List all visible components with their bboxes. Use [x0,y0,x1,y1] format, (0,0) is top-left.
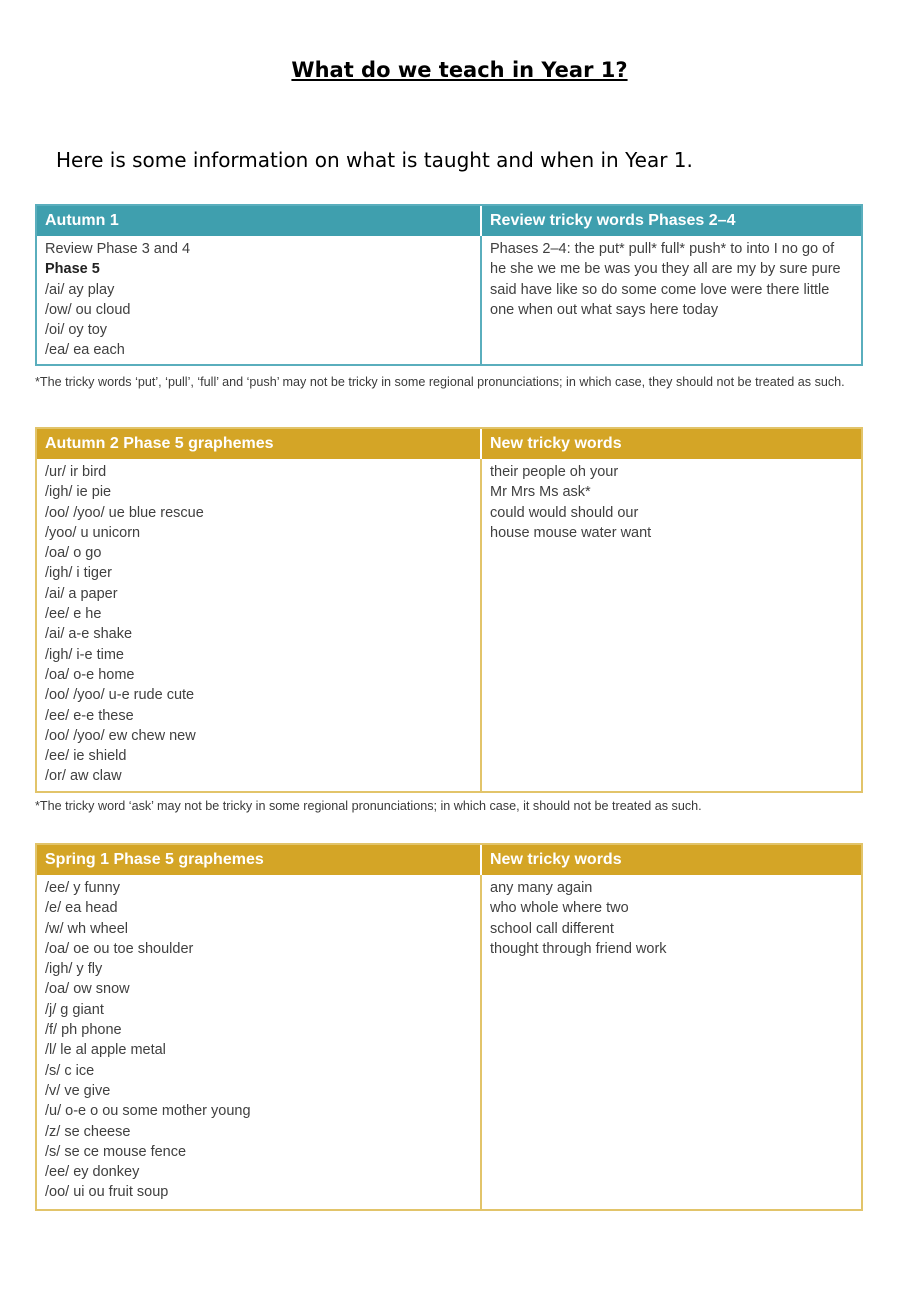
list-item: /igh/ i tiger [45,565,112,582]
header-autumn-2-graphemes: Autumn 2 Phase 5 graphemes [45,435,274,452]
page-title: What do we teach in Year 1? [291,58,628,82]
tricky-words-cell [480,236,861,364]
table-body-row [37,875,861,1209]
list-item: /u/ o-e o ou some mother young [45,1103,251,1120]
list-item: /oa/ o go [45,545,102,562]
list-item: /ee/ y funny [45,880,120,896]
list-item: /ow/ ou cloud [45,301,131,318]
list-item: /ee/ ey donkey [45,1164,140,1181]
list-item: /ai/ a-e shake [45,626,133,643]
list-item: their people oh your [490,464,619,480]
list-item: house mouse water want [490,524,652,541]
table-header-row [37,429,861,459]
list-item: /ai/ ay play [45,281,115,298]
list-item: /ee/ e-e these [45,707,134,724]
list-item: /or/ aw claw [45,768,122,785]
phase-5-label: Phase 5 [45,261,100,278]
tricky-words-cell [480,459,861,791]
table-header-row [37,845,861,875]
list-item: /oo/ /yoo/ ew chew new [45,727,196,744]
list-item: /e/ ea head [45,900,118,917]
list-item: thought through friend work [490,940,667,957]
list-item: /ur/ ir bird [45,464,107,480]
header-new-tricky-words: New tricky words [480,845,861,875]
list-item: /igh/ ie pie [45,484,112,501]
graphemes-cell [37,875,480,1209]
tricky-words-text: Phases 2–4: the put* pull* full* push* to into I no go of he she we me be was you they all are my by sure pure said have like so do some come love were there little one when out what says here today [490,241,841,318]
list-item: /v/ ve give [45,1082,111,1099]
list-item: /oo/ ui ou fruit soup [45,1184,169,1201]
list-item: Review Phase 3 and 4 [45,241,191,257]
list-item: school call different [490,920,614,937]
table-header-row [37,206,861,236]
table-autumn-2 [35,427,863,793]
list-item: /igh/ y fly [45,961,103,978]
header-spring-1-graphemes: Spring 1 Phase 5 graphemes [45,851,264,868]
list-item: /s/ c ice [45,1062,95,1079]
list-item: /ee/ e he [45,606,102,623]
list-item: /z/ se cheese [45,1123,131,1140]
list-item: could would should our [490,504,639,521]
list-item: /ai/ a paper [45,585,118,602]
list-item: Mr Mrs Ms ask* [490,484,591,501]
list-item: /oo/ /yoo/ ue blue rescue [45,504,204,521]
header-autumn-1: Autumn 1 [45,212,119,229]
list-item: /oi/ oy toy [45,322,108,339]
list-item: /l/ le al apple metal [45,1042,166,1059]
list-item: /w/ wh wheel [45,920,129,937]
list-item: /yoo/ u unicorn [45,524,141,541]
graphemes-cell [37,459,480,791]
list-item: /igh/ i-e time [45,646,124,663]
intro-text: Here is some information on what is taught and when in Year 1. [56,148,693,172]
table-body-row [37,459,861,791]
list-item: /ea/ ea each [45,342,125,359]
list-item: /f/ ph phone [45,1022,122,1039]
table-body-row [37,236,861,364]
table-autumn-1 [35,204,863,366]
list-item: /oo/ /yoo/ u-e rude cute [45,687,195,704]
list-item: /ee/ ie shield [45,748,127,765]
list-item: /oa/ ow snow [45,981,130,998]
footnote-table-1: *The tricky words ‘put’, ‘pull’, ‘full’ and ‘push’ may not be tricky in some regional pronunciations; in which case, they should not be treated as such. [35,375,845,389]
footnote-table-2: *The tricky word ‘ask’ may not be tricky in some regional pronunciations; in which case, it should not be treated as such. [35,799,702,813]
header-review-tricky-words: Review tricky words Phases 2–4 [480,206,861,236]
list-item: who whole where two [490,900,629,917]
list-item: /oa/ o-e home [45,666,135,683]
list-item: any many again [490,880,593,896]
list-item: /j/ g giant [45,1001,104,1018]
tricky-words-cell [480,875,861,1209]
table-spring-1 [35,843,863,1211]
header-new-tricky-words: New tricky words [480,429,861,459]
list-item: /oa/ oe ou toe shoulder [45,940,194,957]
graphemes-cell [37,236,480,364]
list-item: /s/ se ce mouse fence [45,1143,187,1160]
